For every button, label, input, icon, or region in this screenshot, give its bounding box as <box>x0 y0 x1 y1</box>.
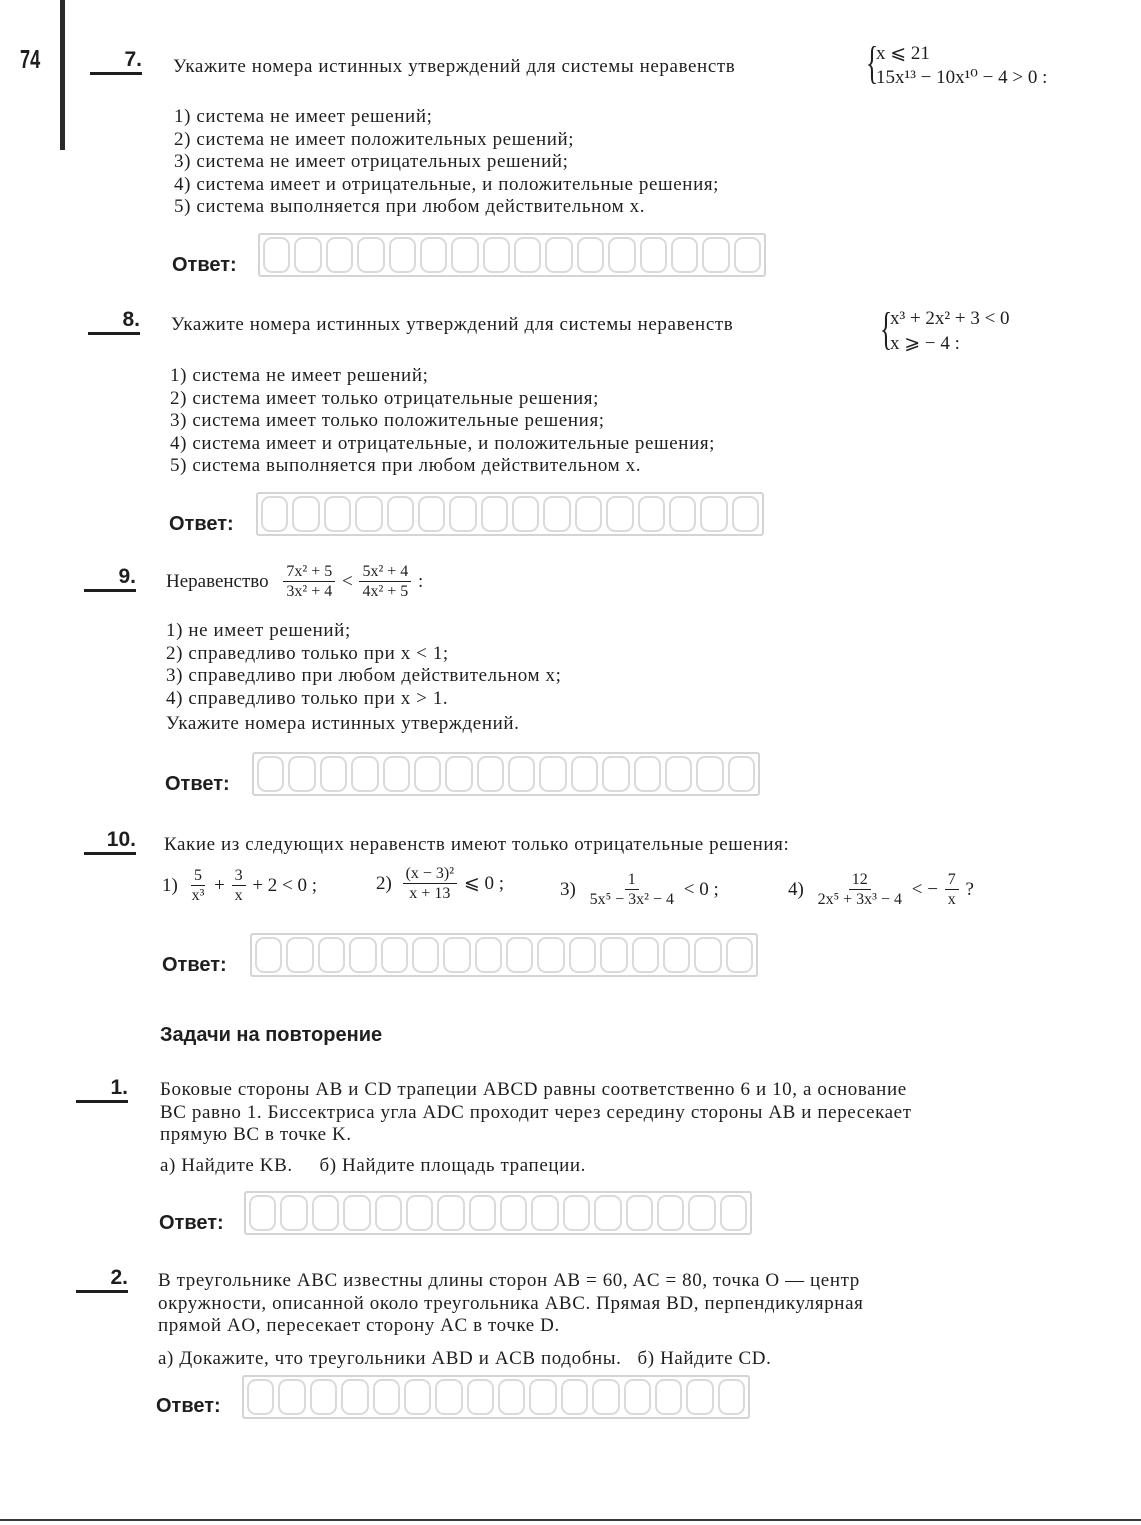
bottom-rule <box>0 1519 1141 1521</box>
text-line: прямую BC в точке K. <box>160 1124 352 1145</box>
answer-cell[interactable] <box>310 1379 337 1415</box>
system-line-2: 15x¹³ − 10x¹⁰ − 4 > 0 : <box>876 67 1048 88</box>
numerator: 3 <box>232 866 246 886</box>
answer-cell[interactable] <box>451 237 478 273</box>
fraction <box>945 870 959 909</box>
answer-cell[interactable] <box>381 937 408 973</box>
fraction <box>587 870 677 909</box>
numerator: 1 <box>625 870 639 890</box>
answer-cell[interactable] <box>663 937 690 973</box>
answer-cell[interactable] <box>318 937 345 973</box>
review-2-question: а) Докажите, что треугольники ABD и ACB подобны. б) Найдите CD. <box>158 1348 772 1369</box>
inequality-2 <box>376 864 504 903</box>
answer-cell[interactable] <box>375 1195 402 1231</box>
fraction-right <box>359 562 411 601</box>
system-line-1: x³ + 2x² + 3 < 0 <box>890 308 1010 329</box>
fraction <box>189 866 208 905</box>
answer-cell[interactable] <box>696 756 723 792</box>
answer-cell[interactable] <box>575 496 602 532</box>
answer-grid-review-1[interactable] <box>244 1191 752 1235</box>
numerator: 5x² + 4 <box>359 562 411 582</box>
answer-cell[interactable] <box>498 1379 525 1415</box>
answer-cell[interactable] <box>600 937 627 973</box>
review-2-number: 2. <box>72 1266 128 1290</box>
option: 3) система имеет только положительные решения; <box>170 410 605 431</box>
option: 4) справедливо только при x > 1. <box>166 687 449 709</box>
option: 3) справедливо при любом действительном x; <box>166 665 562 686</box>
text-line: прямой AO, пересекает сторону AC в точке D. <box>158 1315 560 1336</box>
answer-cell[interactable] <box>469 1195 496 1231</box>
review-1-text <box>160 1079 912 1147</box>
denominator: x <box>234 887 243 904</box>
answer-cell[interactable] <box>577 237 604 273</box>
answer-grid-review-2[interactable] <box>242 1375 750 1419</box>
answer-cell[interactable] <box>506 937 533 973</box>
relation: < − <box>911 878 938 900</box>
answer-cell[interactable] <box>500 1195 527 1231</box>
answer-cell[interactable] <box>261 496 288 532</box>
answer-cell[interactable] <box>404 1379 431 1415</box>
task-9-options <box>166 620 562 736</box>
answer-cell[interactable] <box>320 756 347 792</box>
relation: < <box>341 570 353 592</box>
fraction <box>815 870 905 909</box>
closing-instruction: Укажите номера истинных утверждений. <box>166 713 520 734</box>
option: 5) система выполняется при любом действительном x. <box>170 455 642 476</box>
answer-cell[interactable] <box>569 937 596 973</box>
answer-cell[interactable] <box>563 1195 590 1231</box>
answer-cell[interactable] <box>728 756 755 792</box>
task-7-number: 7. <box>86 48 142 72</box>
text-line: Боковые стороны AB и CD трапеции ABCD равны соответственно 6 и 10, а основание <box>160 1079 907 1100</box>
answer-grid-7[interactable] <box>258 233 766 277</box>
answer-cell[interactable] <box>355 496 382 532</box>
section-title: Задачи на повторение <box>160 1024 383 1046</box>
inequality-label: 1) <box>162 874 178 896</box>
answer-cell[interactable] <box>420 237 447 273</box>
text-line: окружности, описанной около треугольника ABC. Прямая BD, перпендикулярная <box>158 1292 864 1314</box>
task-8-system <box>880 303 1060 358</box>
answer-cell[interactable] <box>326 237 353 273</box>
answer-cell[interactable] <box>512 496 539 532</box>
answer-cell[interactable] <box>383 756 410 792</box>
answer-cell[interactable] <box>700 496 727 532</box>
answer-cell[interactable] <box>529 1379 556 1415</box>
answer-label: Ответ: <box>162 954 227 976</box>
tail: + 2 < 0 ; <box>252 874 318 896</box>
answer-cell[interactable] <box>280 1195 307 1231</box>
answer-cell[interactable] <box>349 937 376 973</box>
answer-cell[interactable] <box>477 756 504 792</box>
numerator: 12 <box>849 870 871 890</box>
task-8-number: 8. <box>84 308 140 332</box>
option: 4) система имеет и отрицательные, и положительные решения; <box>170 432 716 454</box>
answer-cell[interactable] <box>626 1195 653 1231</box>
option: 3) система не имеет отрицательных решений; <box>174 151 569 172</box>
task-10-stem: Какие из следующих неравенств имеют только отрицательные решения: <box>164 834 790 855</box>
answer-cell[interactable] <box>294 237 321 273</box>
answer-cell[interactable] <box>481 496 508 532</box>
denominator: 5x⁵ − 3x² − 4 <box>589 891 674 908</box>
tail: < 0 ; <box>683 878 719 900</box>
answer-cell[interactable] <box>449 496 476 532</box>
inequality-label: 2) <box>376 872 392 894</box>
option: 1) система не имеет решений; <box>174 106 433 127</box>
answer-cell[interactable] <box>341 1379 368 1415</box>
text-line: В треугольнике ABC известны длины сторон AB = 60, AC = 80, точка O — центр <box>158 1270 860 1291</box>
answer-cell[interactable] <box>414 756 441 792</box>
answer-grid-10[interactable] <box>250 933 758 977</box>
task-8-options <box>170 365 715 478</box>
task-7-stem: Укажите номера истинных утверждений для системы неравенств <box>173 56 736 77</box>
inequality-1 <box>162 866 317 905</box>
answer-cell[interactable] <box>286 937 313 973</box>
task-7-options <box>174 106 719 219</box>
numerator: 7 <box>945 870 959 890</box>
system-line-2: x ⩾ − 4 : <box>890 333 960 354</box>
answer-cell[interactable] <box>686 1379 713 1415</box>
text-line: BC равно 1. Биссектриса угла ADC проходит через середину стороны AB и пересекает <box>160 1101 912 1123</box>
fraction <box>232 866 246 905</box>
brace-icon: { <box>880 303 893 354</box>
answer-label: Ответ: <box>165 773 230 795</box>
answer-cell[interactable] <box>249 1195 276 1231</box>
option: 1) система не имеет решений; <box>170 365 429 386</box>
plus: + <box>214 874 225 896</box>
answer-label: Ответ: <box>169 513 234 535</box>
tail: ⩽ 0 ; <box>463 873 505 894</box>
answer-cell[interactable] <box>255 937 282 973</box>
answer-cell[interactable] <box>467 1379 494 1415</box>
task-9-number: 9. <box>80 565 136 589</box>
answer-cell[interactable] <box>445 756 472 792</box>
answer-cell[interactable] <box>531 1195 558 1231</box>
answer-cell[interactable] <box>387 496 414 532</box>
answer-cell[interactable] <box>389 237 416 273</box>
answer-cell[interactable] <box>632 937 659 973</box>
task-10-number: 10. <box>80 828 136 852</box>
numerator: 7x² + 5 <box>283 562 335 582</box>
answer-cell[interactable] <box>665 756 692 792</box>
answer-cell[interactable] <box>373 1379 400 1415</box>
option: 1) не имеет решений; <box>166 620 351 641</box>
answer-cell[interactable] <box>263 237 290 273</box>
answer-cell[interactable] <box>688 1195 715 1231</box>
page-number: 74 <box>20 44 41 74</box>
answer-cell[interactable] <box>514 237 541 273</box>
colon: : <box>418 570 424 592</box>
answer-cell[interactable] <box>655 1379 682 1415</box>
system-line-1: x ⩽ 21 <box>876 43 930 64</box>
denominator: x <box>947 891 956 908</box>
answer-cell[interactable] <box>624 1379 651 1415</box>
answer-cell[interactable] <box>606 496 633 532</box>
answer-label: Ответ: <box>156 1395 221 1417</box>
answer-cell[interactable] <box>592 1379 619 1415</box>
inequality-3 <box>560 870 719 909</box>
review-1-question: а) Найдите KB. б) Найдите площадь трапеции. <box>160 1155 587 1176</box>
denominator: 2x⁵ + 3x³ − 4 <box>817 891 902 908</box>
answer-cell[interactable] <box>508 756 535 792</box>
answer-cell[interactable] <box>545 237 572 273</box>
answer-cell[interactable] <box>594 1195 621 1231</box>
numerator: (x − 3)² <box>403 864 457 884</box>
answer-cell[interactable] <box>543 496 570 532</box>
answer-cell[interactable] <box>292 496 319 532</box>
review-2-text <box>158 1270 863 1338</box>
denominator: x + 13 <box>409 885 451 902</box>
answer-cell[interactable] <box>483 237 510 273</box>
answer-cell[interactable] <box>726 937 753 973</box>
answer-cell[interactable] <box>343 1195 370 1231</box>
answer-cell[interactable] <box>257 756 284 792</box>
answer-cell[interactable] <box>247 1379 274 1415</box>
denominator: 4x² + 5 <box>362 583 409 600</box>
answer-cell[interactable] <box>539 756 566 792</box>
answer-cell[interactable] <box>278 1379 305 1415</box>
answer-cell[interactable] <box>634 756 661 792</box>
inequality-label: 3) <box>560 878 576 900</box>
option: 2) система имеет только отрицательные решения; <box>170 387 600 409</box>
review-1-number: 1. <box>72 1076 128 1100</box>
fraction-left <box>283 562 335 601</box>
answer-cell[interactable] <box>638 496 665 532</box>
tail: ? <box>965 878 974 900</box>
answer-cell[interactable] <box>437 1195 464 1231</box>
answer-cell[interactable] <box>657 1195 684 1231</box>
answer-cell[interactable] <box>571 756 598 792</box>
answer-cell[interactable] <box>312 1195 339 1231</box>
task-9-inequality <box>166 562 423 601</box>
answer-cell[interactable] <box>640 237 667 273</box>
answer-cell[interactable] <box>418 496 445 532</box>
answer-label: Ответ: <box>172 254 237 276</box>
answer-cell[interactable] <box>702 237 729 273</box>
answer-cell[interactable] <box>537 937 564 973</box>
task-9-stem: Неравенство <box>166 570 269 592</box>
option: 4) система имеет и отрицательные, и положительные решения; <box>174 173 720 195</box>
answer-cell[interactable] <box>671 237 698 273</box>
answer-cell[interactable] <box>602 756 629 792</box>
answer-cell[interactable] <box>732 496 759 532</box>
answer-cell[interactable] <box>443 937 470 973</box>
answer-cell[interactable] <box>561 1379 588 1415</box>
answer-cell[interactable] <box>718 1379 745 1415</box>
answer-cell[interactable] <box>406 1195 433 1231</box>
answer-grid-9[interactable] <box>252 752 760 796</box>
denominator: x³ <box>191 887 205 904</box>
option: 2) система не имеет положительных решений; <box>174 128 575 150</box>
inequality-4 <box>788 870 974 909</box>
answer-cell[interactable] <box>475 937 502 973</box>
brace-icon: { <box>866 37 879 88</box>
task-8-stem: Укажите номера истинных утверждений для системы неравенств <box>171 314 734 335</box>
margin-rule <box>60 0 65 150</box>
answer-cell[interactable] <box>288 756 315 792</box>
fraction <box>403 864 457 903</box>
answer-cell[interactable] <box>608 237 635 273</box>
answer-cell[interactable] <box>734 237 761 273</box>
answer-cell[interactable] <box>351 756 378 792</box>
denominator: 3x² + 4 <box>286 583 333 600</box>
option: 5) система выполняется при любом действительном x. <box>174 196 646 217</box>
inequality-label: 4) <box>788 878 804 900</box>
option: 2) справедливо только при x < 1; <box>166 642 449 664</box>
answer-cell[interactable] <box>357 237 384 273</box>
answer-cell[interactable] <box>669 496 696 532</box>
task-7-system <box>866 37 1096 92</box>
answer-cell[interactable] <box>694 937 721 973</box>
answer-cell[interactable] <box>435 1379 462 1415</box>
answer-label: Ответ: <box>159 1212 224 1234</box>
answer-grid-8[interactable] <box>256 492 764 536</box>
answer-cell[interactable] <box>324 496 351 532</box>
answer-cell[interactable] <box>720 1195 747 1231</box>
numerator: 5 <box>191 866 205 886</box>
answer-cell[interactable] <box>412 937 439 973</box>
